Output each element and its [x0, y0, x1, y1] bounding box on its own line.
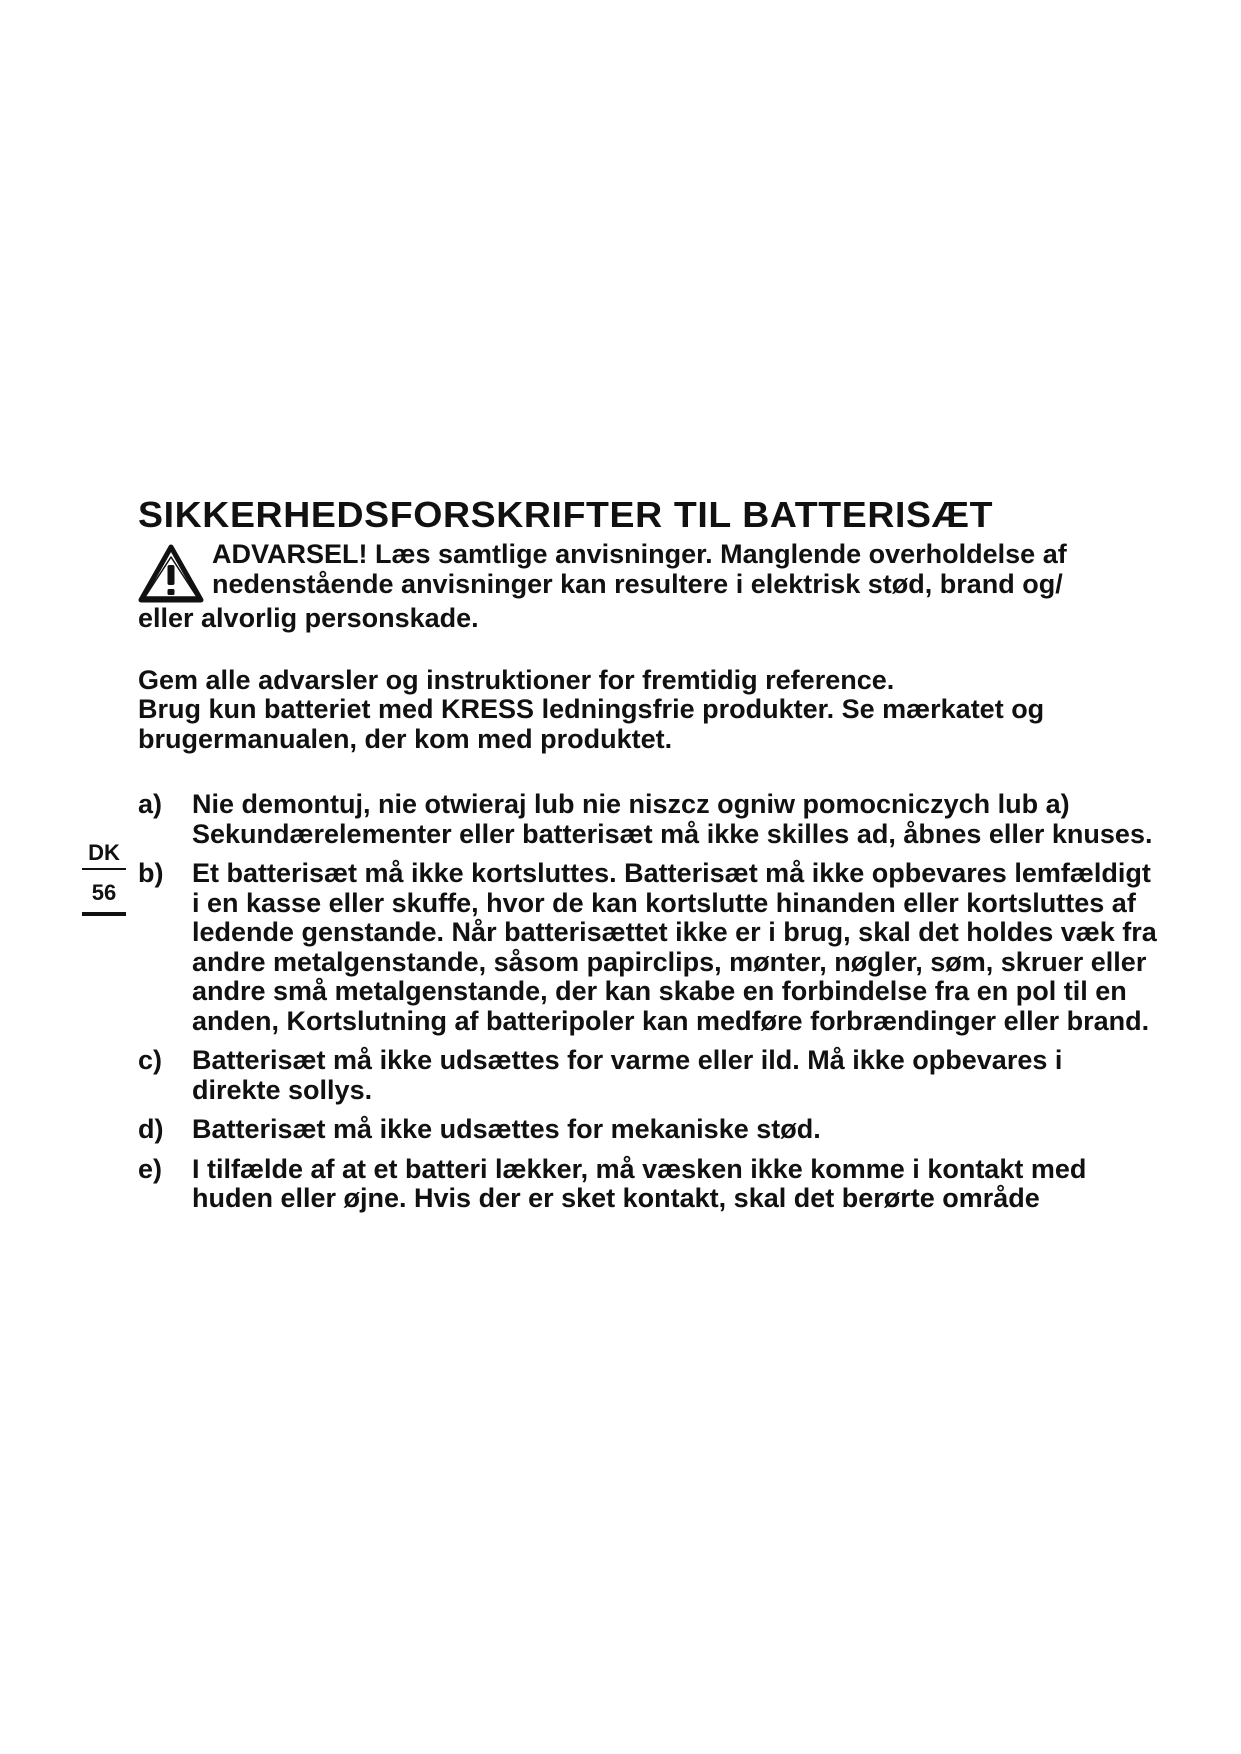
language-label: DK: [88, 840, 120, 865]
list-item: [138, 859, 1158, 1036]
warning-block: [138, 540, 1158, 634]
page-title: SIKKERHEDSFORSKRIFTER TIL BATTERISÆT: [138, 494, 994, 535]
list-marker: c): [138, 1045, 163, 1075]
safety-list: [138, 790, 1158, 1214]
document-body: [138, 492, 1158, 1224]
list-item: [138, 1046, 1158, 1105]
list-marker: d): [138, 1114, 164, 1144]
list-item: [138, 1115, 1158, 1145]
list-marker: e): [138, 1153, 163, 1184]
list-text: Et batterisæt må ikke kortsluttes. Batterisæt må ikke opbevares lemfældigt i en kasse eller skuffe, hvor de kan kortslutte hinanden eller kortsluttes af ledende genstande. Når batterisættet ikke er i brug, skal det holdes væk fra andre metalgenstande, såsom papirclips, mønter, nøgler, søm, skruer eller andre små metalgenstande, der kan skabe en forbindelse fra en pol til en anden, Kortslutning af batteripoler kan medføre forbrændinger eller brand.: [192, 858, 1157, 1036]
list-item: [138, 1155, 1158, 1214]
list-marker: a): [138, 789, 163, 819]
general-line: Brug kun batteriet med KRESS ledningsfrie produkter. Se mærkatet og: [138, 694, 1045, 724]
warning-line: nedenstående anvisninger kan resultere i elektrisk stød, brand og/: [212, 568, 1063, 599]
list-text: Nie demontuj, nie otwieraj lub nie niszcz ogniw pomocniczych lub a) Sekundærelementer eller batterisæt må ikke skilles ad, åbnes eller knuses.: [192, 789, 1153, 849]
list-text: Batterisæt må ikke udsættes for mekaniske stød.: [192, 1114, 821, 1144]
list-text: I tilfælde af at et batteri lækker, må væsken ikke komme i kontakt med huden eller øjne. Hvis der er sket kontakt, skal det berørte område: [192, 1153, 1087, 1213]
page-number: 56: [91, 880, 117, 905]
list-item: [138, 790, 1158, 849]
warning-line: eller alvorlig personskade.: [138, 603, 479, 633]
general-line: brugermanualen, der kom med produktet.: [138, 723, 673, 754]
general-instructions: [138, 666, 1158, 755]
side-tab: [82, 840, 126, 916]
divider: [82, 912, 126, 916]
general-line: Gem alle advarsler og instruktioner for fremtidig reference.: [138, 664, 895, 695]
list-text: Batterisæt må ikke udsættes for varme eller ild. Må ikke opbevares i direkte sollys.: [192, 1045, 1063, 1105]
divider: [82, 868, 126, 870]
list-marker: b): [138, 858, 164, 888]
warning-triangle-icon: [138, 544, 204, 604]
warning-line: ADVARSEL! Læs samtlige anvisninger. Manglende overholdelse af: [212, 539, 1067, 569]
